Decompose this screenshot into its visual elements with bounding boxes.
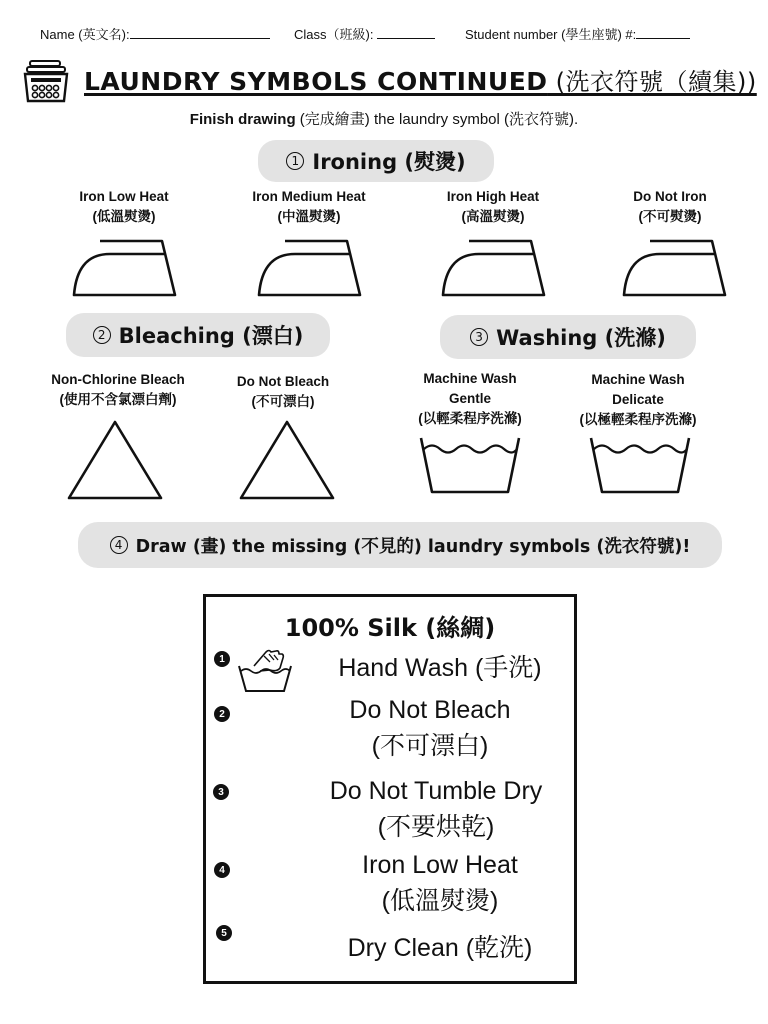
care-item-line: (不可漂白) bbox=[371, 732, 489, 760]
section-number: 2 bbox=[93, 326, 111, 344]
page-title-main: LAUNDRY SYMBOLS CONTINUED bbox=[84, 67, 548, 96]
care-item-number: 1 bbox=[214, 651, 230, 667]
label-zh: (中溫熨燙) bbox=[277, 209, 341, 224]
class-field[interactable] bbox=[294, 24, 435, 43]
section-number: 3 bbox=[470, 328, 488, 346]
iron-outline-icon[interactable] bbox=[257, 238, 363, 298]
wash-tub-icon[interactable] bbox=[418, 434, 522, 496]
student-number-field[interactable] bbox=[465, 24, 690, 43]
iron-outline-icon[interactable] bbox=[72, 238, 178, 298]
label-zh: (使用不含氯漂白劑) bbox=[59, 392, 177, 407]
machine-wash-delicate-label bbox=[553, 370, 723, 430]
care-item-number: 3 bbox=[213, 784, 229, 800]
do-not-iron-label bbox=[590, 187, 750, 227]
section-bleaching bbox=[66, 313, 330, 357]
care-item-number: 4 bbox=[214, 862, 230, 878]
class-label: Class（班級): bbox=[294, 27, 374, 42]
iron-medium-heat-label bbox=[229, 187, 389, 227]
iron-outline-icon[interactable] bbox=[441, 238, 547, 298]
section-number: 4 bbox=[110, 536, 128, 554]
bleach-triangle-icon[interactable] bbox=[238, 419, 336, 501]
name-blank[interactable] bbox=[130, 26, 270, 39]
care-item-line: Do Not Bleach bbox=[349, 696, 511, 724]
page-title-zh: (洗衣符號（續集)) bbox=[547, 68, 757, 96]
wash-tub-icon[interactable] bbox=[588, 434, 692, 496]
section-washing bbox=[440, 315, 696, 359]
label-zh: (以輕柔程序洗滌) bbox=[418, 411, 522, 426]
care-item-line: Do Not Tumble Dry bbox=[329, 777, 543, 805]
care-item-line: Dry Clean (乾洗) bbox=[347, 934, 533, 962]
label-zh: (以極輕柔程序洗滌) bbox=[579, 412, 697, 427]
label-en-2: Delicate bbox=[612, 392, 664, 407]
label-en: Iron Low Heat bbox=[79, 189, 169, 204]
care-item-text bbox=[290, 847, 590, 919]
name-field[interactable] bbox=[40, 24, 270, 43]
section-ironing bbox=[258, 140, 494, 182]
care-label-title: 100% Silk (絲綢) bbox=[284, 614, 496, 642]
care-item-text bbox=[286, 773, 586, 845]
instructions-rest: (完成繪畫) the laundry symbol (洗衣符號). bbox=[295, 111, 579, 128]
iron-outline-icon[interactable] bbox=[622, 238, 728, 298]
label-en: Do Not Bleach bbox=[236, 374, 330, 389]
section-draw-label: Draw (畫) the missing (不見的) laundry symbols (洗衣符號)! bbox=[135, 536, 691, 557]
care-item-text bbox=[280, 692, 580, 764]
label-en: Non-Chlorine Bleach bbox=[51, 372, 185, 387]
section-ironing-label: Ironing (熨燙) bbox=[312, 150, 466, 174]
laundry-basket-icon bbox=[22, 58, 70, 104]
hand-wash-icon[interactable] bbox=[236, 646, 294, 694]
label-zh: (低溫熨燙) bbox=[92, 209, 156, 224]
do-not-bleach-label bbox=[208, 372, 358, 412]
label-en: Machine Wash bbox=[423, 371, 517, 386]
label-en: Iron Medium Heat bbox=[252, 189, 366, 204]
section-draw bbox=[78, 522, 722, 568]
name-label: Name (英文名): bbox=[40, 27, 130, 42]
class-blank[interactable] bbox=[377, 26, 435, 39]
label-en: Do Not Iron bbox=[633, 189, 707, 204]
label-zh: (不可漂白) bbox=[251, 394, 315, 409]
care-item-text bbox=[290, 930, 590, 966]
iron-high-heat-label bbox=[413, 187, 573, 227]
machine-wash-gentle-label bbox=[385, 369, 555, 429]
instructions bbox=[0, 108, 768, 129]
care-item-number: 2 bbox=[214, 706, 230, 722]
page-title bbox=[84, 62, 757, 97]
care-item-line: (不要烘乾) bbox=[377, 813, 495, 841]
bleach-triangle-icon[interactable] bbox=[66, 419, 164, 501]
student-number-label: Student number (學生座號) #: bbox=[465, 27, 637, 42]
label-en: Iron High Heat bbox=[446, 189, 540, 204]
section-number: 1 bbox=[286, 152, 304, 170]
instructions-bold: Finish drawing bbox=[189, 111, 296, 128]
care-item-line: (低溫熨燙) bbox=[381, 887, 499, 915]
label-en-2: Gentle bbox=[448, 391, 491, 406]
label-zh: (高溫熨燙) bbox=[461, 209, 525, 224]
non-chlorine-bleach-label bbox=[28, 370, 208, 410]
student-number-blank[interactable] bbox=[636, 26, 690, 39]
care-item-number: 5 bbox=[216, 925, 232, 941]
care-item-line: Iron Low Heat bbox=[362, 851, 518, 879]
label-en: Machine Wash bbox=[591, 372, 685, 387]
section-washing-label: Washing (洗滌) bbox=[496, 326, 666, 350]
section-bleaching-label: Bleaching (漂白) bbox=[118, 324, 304, 348]
care-item-line: Hand Wash (手洗) bbox=[338, 654, 542, 682]
care-item-text bbox=[290, 650, 590, 686]
iron-low-heat-label bbox=[44, 187, 204, 227]
label-zh: (不可熨燙) bbox=[638, 209, 702, 224]
